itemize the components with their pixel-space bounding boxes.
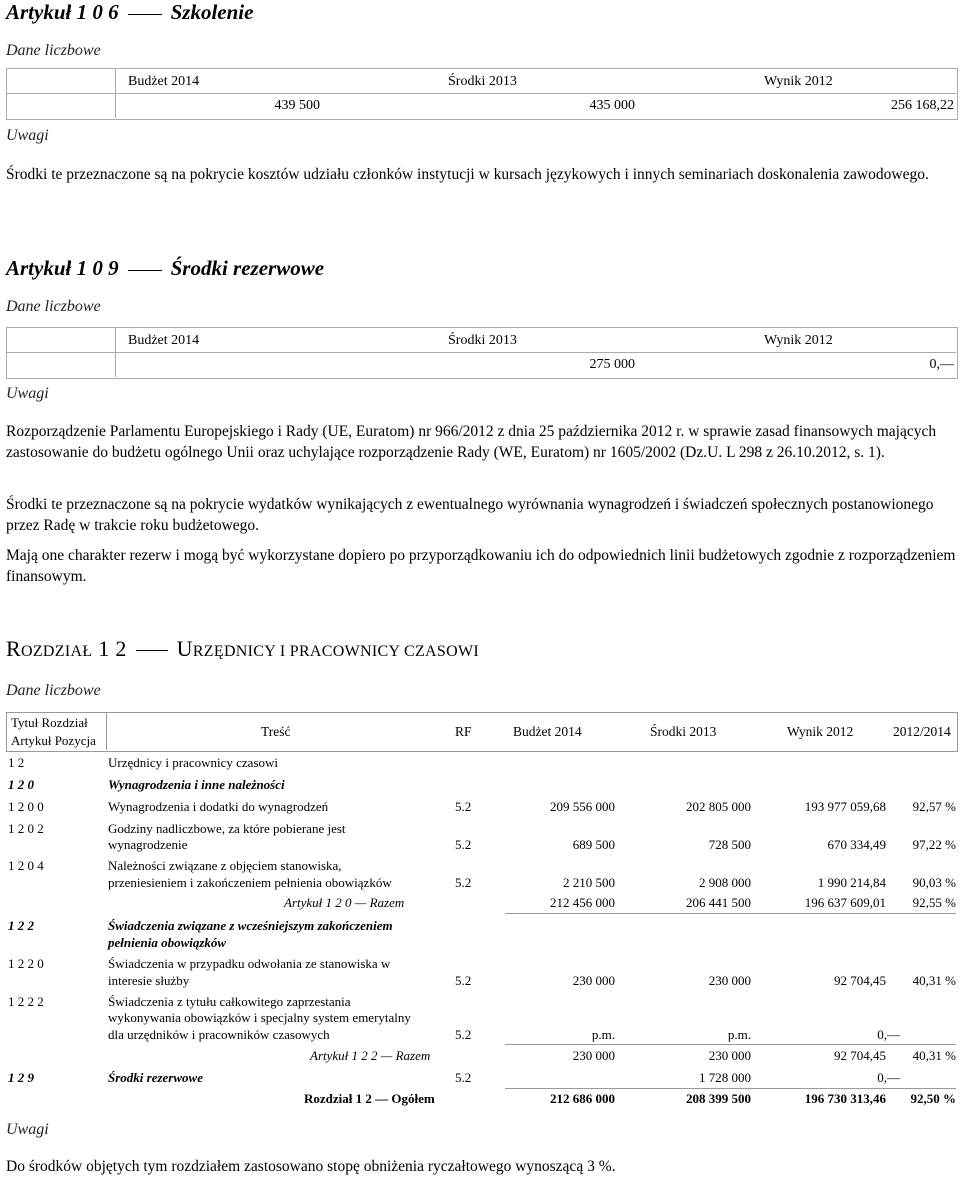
heading-dash	[128, 270, 162, 271]
header-result-2012: Wynik 2012	[764, 74, 833, 89]
row-ratio: 92,57 %	[912, 799, 956, 814]
row-rf: 5.2	[455, 973, 472, 988]
row-description-line3: dla urzędników i pracowników czasowych	[108, 1027, 330, 1042]
row-description: Wynagrodzenia i inne należności	[108, 777, 285, 792]
header-appropriations-2013: Środki 2013	[448, 74, 517, 89]
row-budget-2014: 212 456 000	[550, 895, 615, 910]
chapter-title-rest: RZĘDNICY I PRACOWNICY CZASOWI	[192, 643, 479, 660]
row-appropriations-2013: 728 500	[708, 837, 751, 852]
row-budget-2014: 230 000	[572, 1048, 615, 1063]
header-appropriations-2013: Środki 2013	[448, 333, 517, 348]
row-budget-2014: 209 556 000	[550, 799, 615, 814]
row-appropriations-2013: 206 441 500	[686, 895, 751, 910]
row-rf: 5.2	[455, 837, 472, 852]
row-result-2012: 0,—	[877, 1070, 900, 1085]
row-appropriations-2013: 208 399 500	[686, 1091, 751, 1106]
chapter-number: 1 2	[98, 636, 127, 661]
row-code: 1 2	[8, 755, 25, 770]
article-106-number: Artykuł 1 0 6	[6, 0, 119, 24]
row-budget-2014: 212 686 000	[550, 1091, 615, 1106]
subtotal-label: Artykuł 1 2 0 — Razem	[284, 895, 405, 910]
regulation-reference: Rozporządzenie Parlamentu Europejskiego i Rady (UE, Euratom) nr 966/2012 z dnia 25 października 2012 r. w sprawie zasad finansowych mających zastosowanie do budżetu ogólnego Unii oraz uchylające rozporządzenie Rady (WE, Euratom) nr 1605/2002 (Dz.U. L 298 z 26.10.2012, s. 1).	[6, 423, 937, 461]
subtotal-rule	[505, 1044, 956, 1045]
figures-divider	[6, 352, 956, 353]
row-appropriations-2013: 2 908 000	[699, 875, 751, 890]
col-header-rf: RF	[455, 724, 472, 739]
row-appropriations-2013: 230 000	[708, 973, 751, 988]
row-code: 1 2 0	[8, 777, 34, 792]
col-header-result-2012: Wynik 2012	[787, 724, 854, 739]
value-appropriations-2013: 435 000	[589, 98, 635, 113]
figures-col-line	[115, 68, 116, 118]
row-rf: 5.2	[455, 799, 472, 814]
row-result-2012: 196 637 609,01	[804, 895, 886, 910]
header-budget-2014: Budżet 2014	[128, 74, 200, 89]
row-description-line2: wynagrodzenie	[108, 837, 188, 852]
row-ratio: 97,22 %	[912, 837, 956, 852]
row-description: Urzędnicy i pracownicy czasowi	[108, 755, 279, 770]
row-appropriations-2013: 1 728 000	[699, 1070, 751, 1085]
row-result-2012: 92 704,45	[834, 973, 886, 988]
row-description-line2: interesie służby	[108, 973, 190, 988]
figures-col-line	[115, 327, 116, 377]
col-header-article: Artykuł Pozycja	[11, 733, 96, 748]
subtotal-rule	[505, 913, 956, 914]
data-label: Dane liczbowe	[6, 42, 101, 59]
row-description-line2: przeniesieniem i zakończeniem pełnienia obowiązków	[108, 875, 392, 890]
row-code: 1 2 0 2	[8, 821, 44, 836]
row-rf: 5.2	[455, 1027, 472, 1042]
row-description: Wynagrodzenia i dodatki do wynagrodzeń	[108, 799, 329, 814]
row-result-2012: 1 990 214,84	[817, 875, 886, 890]
data-label: Dane liczbowe	[6, 298, 101, 315]
row-result-2012: 92 704,45	[834, 1048, 886, 1063]
chapter-word-rest: OZDZIAŁ	[20, 643, 93, 660]
article-106-heading	[6, 0, 253, 25]
article-106-title: Szkolenie	[170, 0, 254, 24]
value-result-2012: 0,—	[929, 357, 954, 372]
row-ratio: 40,31 %	[912, 973, 956, 988]
subtotal-label: Artykuł 1 2 2 — Razem	[310, 1048, 431, 1063]
row-ratio: 90,03 %	[912, 875, 956, 890]
col-header-title: Tytuł Rozdział	[11, 715, 88, 730]
row-budget-2014: 2 210 500	[563, 875, 615, 890]
value-appropriations-2013: 275 000	[589, 357, 635, 372]
row-code: 1 2 2 0	[8, 956, 44, 971]
article-109-remarks-1: Środki te przeznaczone są na pokrycie wydatków wynikających z ewentualnego wyrównania wynagrodzeń i świadczeń społecznych postanowionego przez Radę w trakcie roku budżetowego.	[6, 496, 934, 534]
row-rf: 5.2	[455, 1070, 472, 1085]
row-code: 1 2 2 2	[8, 994, 44, 1009]
row-description: Świadczenia z tytułu całkowitego zaprzestania	[108, 994, 351, 1009]
row-code: 1 2 0 4	[8, 858, 44, 873]
chapter-12-heading	[6, 636, 479, 662]
article-109-heading	[6, 256, 324, 281]
remarks-label: Uwagi	[6, 127, 49, 144]
heading-dash	[128, 14, 162, 15]
header-budget-2014: Budżet 2014	[128, 333, 200, 348]
row-budget-2014: 689 500	[572, 837, 615, 852]
chapter-title-initial: U	[176, 636, 193, 661]
article-109-title: Środki rezerwowe	[170, 256, 325, 280]
row-description-line2: wykonywania obowiązków i specjalny system emerytalny	[108, 1010, 411, 1025]
total-rule	[505, 1088, 956, 1089]
chapter-word-initial: R	[6, 636, 21, 661]
row-result-2012: 193 977 059,68	[804, 799, 886, 814]
col-header-ratio: 2012/2014	[893, 724, 951, 739]
col-header-content: Treść	[261, 724, 291, 739]
row-description: Świadczenia związane z wcześniejszym zakończeniem	[108, 918, 393, 933]
value-result-2012: 256 168,22	[891, 98, 954, 113]
row-result-2012: 670 334,49	[827, 837, 886, 852]
row-rf: 5.2	[455, 875, 472, 890]
value-budget-2014: 439 500	[274, 98, 320, 113]
header-result-2012: Wynik 2012	[764, 333, 833, 348]
row-result-2012: 0,—	[877, 1027, 900, 1042]
row-appropriations-2013: 202 805 000	[686, 799, 751, 814]
remarks-label: Uwagi	[6, 1121, 49, 1138]
data-label: Dane liczbowe	[6, 682, 101, 699]
row-ratio: 40,31 %	[912, 1048, 956, 1063]
figures-divider	[6, 93, 956, 94]
row-appropriations-2013: 230 000	[708, 1048, 751, 1063]
row-code: 1 2 2	[8, 918, 34, 933]
article-109-remarks-2: Mają one charakter rezerw i mogą być wykorzystane dopiero po przyporządkowaniu ich do odpowiednich linii budżetowych zgodnie z rozporządzeniem finansowym.	[6, 547, 956, 585]
chapter-remarks: Do środków objętych tym rozdziałem zastosowano stopę obniżenia ryczałtowego wynoszącą 3 %.	[6, 1158, 616, 1175]
row-budget-2014: p.m.	[591, 1027, 615, 1042]
row-appropriations-2013: p.m.	[727, 1027, 751, 1042]
row-ratio: 92,50 %	[910, 1091, 956, 1106]
header-col-line	[106, 712, 107, 750]
col-header-appropriations-2013: Środki 2013	[650, 724, 717, 739]
article-109-number: Artykuł 1 0 9	[6, 256, 119, 280]
row-ratio: 92,55 %	[912, 895, 956, 910]
total-label: Rozdział 1 2 — Ogółem	[304, 1091, 435, 1106]
row-code: 1 2 9	[8, 1070, 34, 1085]
remarks-label: Uwagi	[6, 385, 49, 402]
row-budget-2014: 230 000	[572, 973, 615, 988]
row-description: Godziny nadliczbowe, za które pobierane jest	[108, 821, 346, 836]
row-code: 1 2 0 0	[8, 799, 44, 814]
row-description: Świadczenia w przypadku odwołania ze stanowiska w	[108, 956, 391, 971]
col-header-budget-2014: Budżet 2014	[513, 724, 582, 739]
row-result-2012: 196 730 313,46	[804, 1091, 886, 1106]
row-description-line2: pełnienia obowiązków	[108, 935, 227, 950]
heading-dash	[136, 650, 168, 651]
article-106-remarks: Środki te przeznaczone są na pokrycie kosztów udziału członków instytucji w kursach językowych i innych seminariach doskonalenia zawodowego.	[6, 166, 929, 183]
row-description: Należności związane z objęciem stanowiska,	[108, 858, 342, 873]
row-description: Środki rezerwowe	[108, 1070, 203, 1085]
